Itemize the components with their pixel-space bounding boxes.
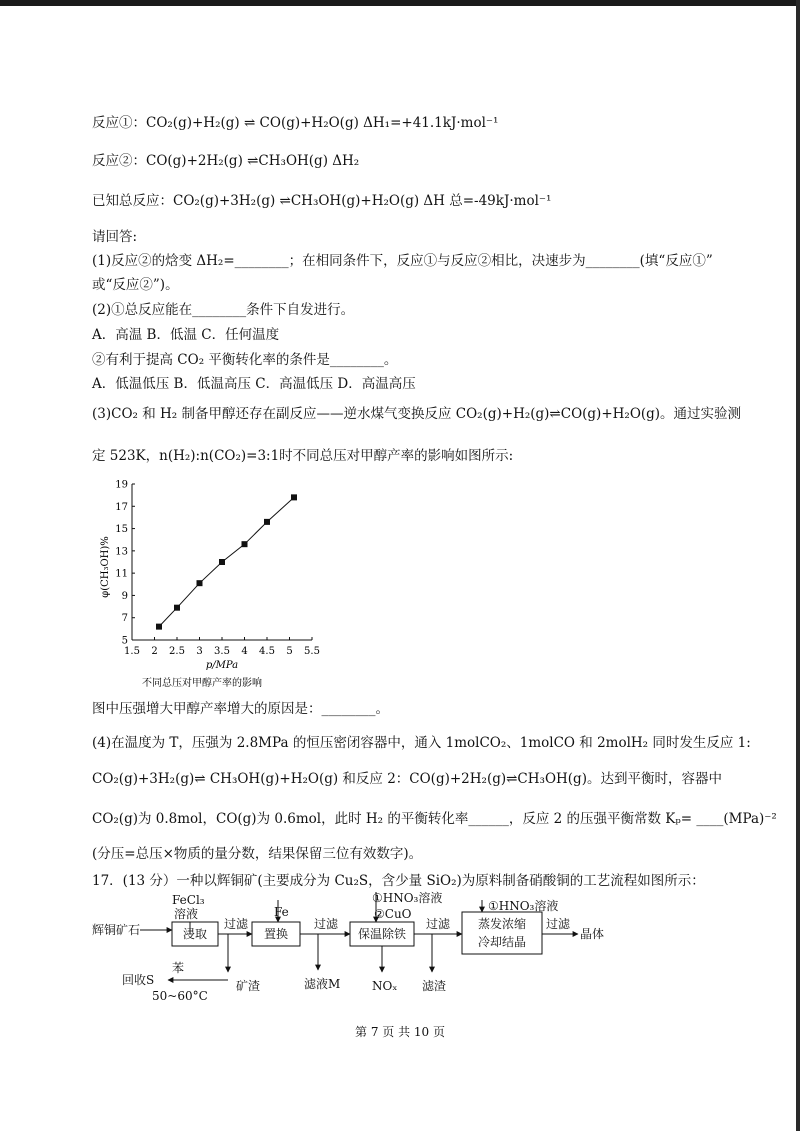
question-4-line: (4)在温度为 T，压强为 2.8MPa 的恒压密闭容器中，通入 1molCO₂、1molCO 和 2molH₂ 同时发生反应 1: bbox=[92, 735, 751, 751]
question-17-line: 17．(13 分）一种以辉铜矿(主要成分为 Cu₂S，含少量 SiO₂)为原料制备硝酸铜的工艺流程如图所示： bbox=[92, 873, 705, 889]
flow-feed4: ①HNO₃溶液 bbox=[488, 899, 559, 913]
y-tick-label: 17 bbox=[115, 501, 128, 513]
question-4-data: CO₂(g)为 0.8mol，CO(g)为 0.6mol，此时 H₂ 的平衡转化率______，反应 2 的压强平衡常数 Kₚ= ____(MPa)⁻² bbox=[92, 811, 777, 827]
flow-out1d: 50~60°C bbox=[152, 989, 208, 1000]
question-2-2-options: A．低温低压 B．低温高压 C．高温低压 D．高温高压 bbox=[92, 376, 416, 392]
data-point bbox=[174, 605, 180, 611]
scan-edge-right bbox=[796, 0, 800, 1131]
y-axis-label: φ(CH₃OH)% bbox=[100, 536, 111, 598]
question-1-line: (1)反应②的焓变 ΔH₂=________；在相同条件下，反应①与反应②相比，决速步为________(填“反应①” bbox=[92, 253, 713, 269]
methanol-yield-chart bbox=[92, 472, 332, 694]
box-evaporate-label-b: 冷却结晶 bbox=[477, 935, 527, 949]
scan-edge-top bbox=[0, 0, 800, 6]
flow-step2: 过滤 bbox=[314, 917, 339, 931]
x-tick-label: 3.5 bbox=[214, 646, 230, 657]
flow-product: 晶体 bbox=[580, 927, 605, 941]
box-evaporate-label-a: 蒸发浓缩 bbox=[477, 917, 527, 931]
question-1-continued: 或“反应②”)。 bbox=[92, 277, 179, 293]
total-reaction-line: 已知总反应：CO₂(g)+3H₂(g) ⇌CH₃OH(g)+H₂O(g) ΔH 总=-49kJ·mol⁻¹ bbox=[92, 193, 552, 209]
y-tick-label: 7 bbox=[121, 613, 128, 625]
flow-out4: 滤渣 bbox=[422, 979, 447, 993]
y-tick-label: 5 bbox=[121, 635, 128, 647]
flow-feed3-b: ②CuO bbox=[374, 907, 412, 921]
flow-out1b: 苯 bbox=[172, 961, 185, 975]
question-3-reason-line: 图中压强增大甲醇产率增大的原因是：________。 bbox=[92, 701, 389, 717]
flow-out1c: 回收S bbox=[122, 973, 155, 987]
flow-start: 辉铜矿石 bbox=[92, 923, 141, 937]
data-point bbox=[197, 580, 203, 586]
question-3-line: (3)CO₂ 和 H₂ 制备甲醇还存在副反应——逆水煤气变换反应 CO₂(g)+H₂(g)⇌CO(g)+H₂O(g)。通过实验测 bbox=[92, 406, 742, 422]
y-tick-label: 11 bbox=[115, 568, 128, 580]
reaction-2-line: 反应②：CO(g)+2H₂(g) ⇌CH₃OH(g) ΔH₂ bbox=[92, 153, 360, 169]
x-tick-label: 5.5 bbox=[304, 646, 320, 657]
data-point bbox=[264, 519, 270, 525]
flow-feed1-a: FeCl₃ bbox=[172, 893, 205, 907]
x-tick-label: 1.5 bbox=[124, 646, 140, 657]
data-point bbox=[242, 541, 248, 547]
page-footer: 第 7 页 共 10 页 bbox=[355, 1025, 445, 1039]
x-tick-label: 3 bbox=[196, 646, 203, 657]
flow-step4: 过滤 bbox=[546, 917, 571, 931]
question-2-1-options: A．高温 B．低温 C．任何温度 bbox=[92, 327, 280, 343]
box-iron-removal-label: 保温除铁 bbox=[357, 927, 407, 941]
x-tick-label: 4 bbox=[241, 646, 248, 657]
flow-out2: 滤液M bbox=[304, 977, 341, 991]
flow-feed1-b: 溶液 bbox=[174, 907, 199, 921]
question-2-1-line: (2)①总反应能在________条件下自发进行。 bbox=[92, 302, 355, 318]
data-point bbox=[156, 624, 162, 630]
chart-caption: 不同总压对甲醇产率的影响 bbox=[142, 678, 262, 689]
process-flow-diagram bbox=[92, 890, 712, 1000]
data-point bbox=[291, 494, 297, 500]
x-tick-label: 4.5 bbox=[259, 646, 275, 657]
flow-step1: 过滤 bbox=[224, 917, 249, 931]
please-answer-line: 请回答: bbox=[92, 229, 138, 245]
y-tick-label: 13 bbox=[115, 546, 128, 558]
flow-feed2: Fe bbox=[274, 905, 289, 919]
reaction-1-line: 反应①：CO₂(g)+H₂(g) ⇌ CO(g)+H₂O(g) ΔH₁=+41.1kJ·mol⁻¹ bbox=[92, 115, 499, 131]
x-tick-label: 2 bbox=[151, 646, 158, 657]
y-tick-label: 19 bbox=[115, 479, 128, 491]
question-3-continued: 定 523K，n(H₂):n(CO₂)=3:1时不同总压对甲醇产率的影响如图所示: bbox=[92, 448, 514, 464]
y-tick-label: 9 bbox=[121, 590, 128, 602]
flow-feed3-a: ①HNO₃溶液 bbox=[372, 891, 443, 905]
data-point bbox=[219, 559, 225, 565]
question-2-2-line: ②有利于提高 CO₂ 平衡转化率的条件是________。 bbox=[92, 352, 398, 368]
x-tick-label: 2.5 bbox=[169, 646, 185, 657]
question-4-reactions: CO₂(g)+3H₂(g)⇌ CH₃OH(g)+H₂O(g) 和反应 2：CO(g)+2H₂(g)⇌CH₃OH(g)。达到平衡时，容器中 bbox=[92, 771, 722, 787]
box-leach-label: 浸取 bbox=[182, 927, 208, 941]
flow-out3: NOₓ bbox=[372, 979, 398, 993]
y-tick-label: 15 bbox=[115, 524, 128, 536]
x-axis-label: p/MPa bbox=[205, 660, 239, 671]
flow-out1a: 矿渣 bbox=[236, 979, 261, 993]
box-replace-label: 置换 bbox=[263, 927, 289, 941]
question-4-note: (分压=总压×物质的量分数，结果保留三位有效数字)。 bbox=[92, 846, 423, 862]
x-tick-label: 5 bbox=[286, 646, 293, 657]
flow-step3: 过滤 bbox=[426, 917, 451, 931]
